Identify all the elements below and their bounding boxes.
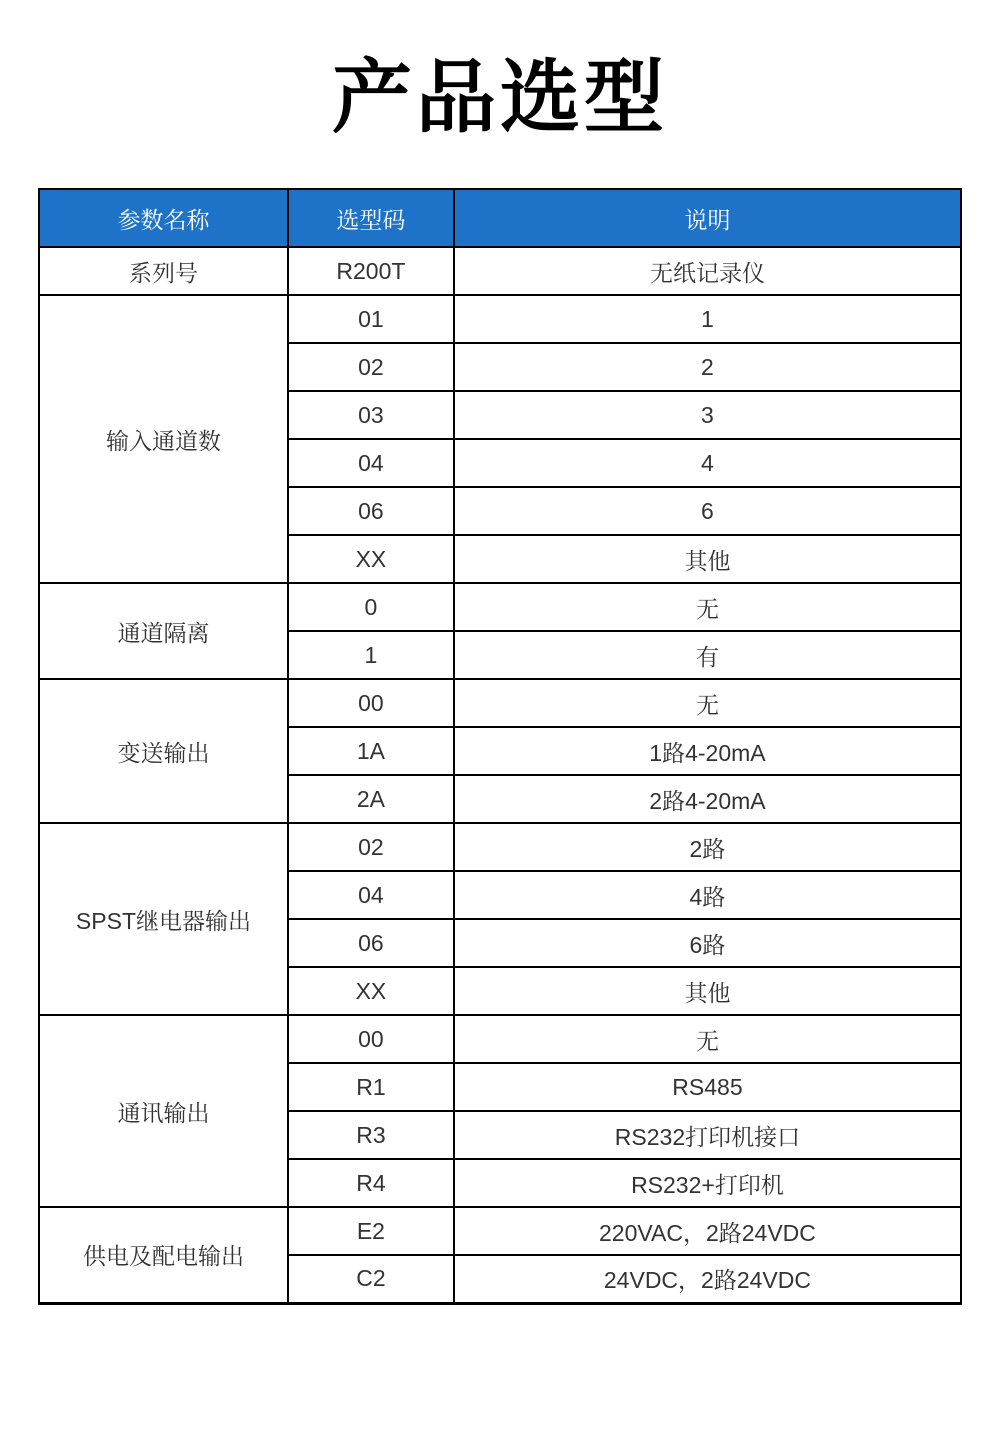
desc-cell: 无纸记录仪 xyxy=(454,247,961,295)
desc-cell: 6路 xyxy=(454,919,961,967)
table-row xyxy=(39,1207,961,1255)
desc-cell: 6 xyxy=(454,487,961,535)
code-cell: 1 xyxy=(288,631,454,679)
table-row xyxy=(39,1015,961,1063)
desc-cell: 4 xyxy=(454,439,961,487)
code-cell: C2 xyxy=(288,1255,454,1303)
desc-cell: 无 xyxy=(454,679,961,727)
desc-cell: 4路 xyxy=(454,871,961,919)
desc-cell: 有 xyxy=(454,631,961,679)
code-cell: R200T xyxy=(288,247,454,295)
desc-cell: 2路4-20mA xyxy=(454,775,961,823)
param-name-cell: SPST继电器输出 xyxy=(39,823,288,1015)
code-cell: XX xyxy=(288,535,454,583)
table-row xyxy=(39,823,961,871)
header-param-name: 参数名称 xyxy=(39,189,288,247)
desc-cell: 1 xyxy=(454,295,961,343)
desc-cell: 3 xyxy=(454,391,961,439)
table-row xyxy=(39,679,961,727)
code-cell: 06 xyxy=(288,487,454,535)
param-name-cell: 通讯输出 xyxy=(39,1015,288,1207)
code-cell: R1 xyxy=(288,1063,454,1111)
desc-cell: 无 xyxy=(454,1015,961,1063)
desc-cell: 2 xyxy=(454,343,961,391)
code-cell: XX xyxy=(288,967,454,1015)
code-cell: 04 xyxy=(288,439,454,487)
desc-cell: RS485 xyxy=(454,1063,961,1111)
param-name-cell: 变送输出 xyxy=(39,679,288,823)
desc-cell: 其他 xyxy=(454,967,961,1015)
code-cell: 2A xyxy=(288,775,454,823)
table-row xyxy=(39,583,961,631)
param-name-cell: 输入通道数 xyxy=(39,295,288,583)
code-cell: R4 xyxy=(288,1159,454,1207)
table-header-row xyxy=(39,189,961,247)
table-row xyxy=(39,247,961,295)
desc-cell: RS232+打印机 xyxy=(454,1159,961,1207)
param-name-cell: 供电及配电输出 xyxy=(39,1207,288,1303)
desc-cell: 1路4-20mA xyxy=(454,727,961,775)
code-cell: 01 xyxy=(288,295,454,343)
desc-cell: 24VDC，2路24VDC xyxy=(454,1255,961,1303)
product-selection-table xyxy=(38,188,962,1305)
code-cell: 02 xyxy=(288,823,454,871)
param-name-cell: 系列号 xyxy=(39,247,288,295)
desc-cell: 220VAC，2路24VDC xyxy=(454,1207,961,1255)
code-cell: 00 xyxy=(288,1015,454,1063)
desc-cell: 其他 xyxy=(454,535,961,583)
code-cell: E2 xyxy=(288,1207,454,1255)
page-title: 产品选型 xyxy=(332,53,668,142)
code-cell: 1A xyxy=(288,727,454,775)
param-name-cell: 通道隔离 xyxy=(39,583,288,679)
desc-cell: 2路 xyxy=(454,823,961,871)
code-cell: 06 xyxy=(288,919,454,967)
code-cell: R3 xyxy=(288,1111,454,1159)
table-row xyxy=(39,295,961,343)
code-cell: 02 xyxy=(288,343,454,391)
header-description: 说明 xyxy=(454,189,961,247)
desc-cell: 无 xyxy=(454,583,961,631)
header-selection-code: 选型码 xyxy=(288,189,454,247)
code-cell: 00 xyxy=(288,679,454,727)
desc-cell: RS232打印机接口 xyxy=(454,1111,961,1159)
code-cell: 03 xyxy=(288,391,454,439)
code-cell: 04 xyxy=(288,871,454,919)
code-cell: 0 xyxy=(288,583,454,631)
